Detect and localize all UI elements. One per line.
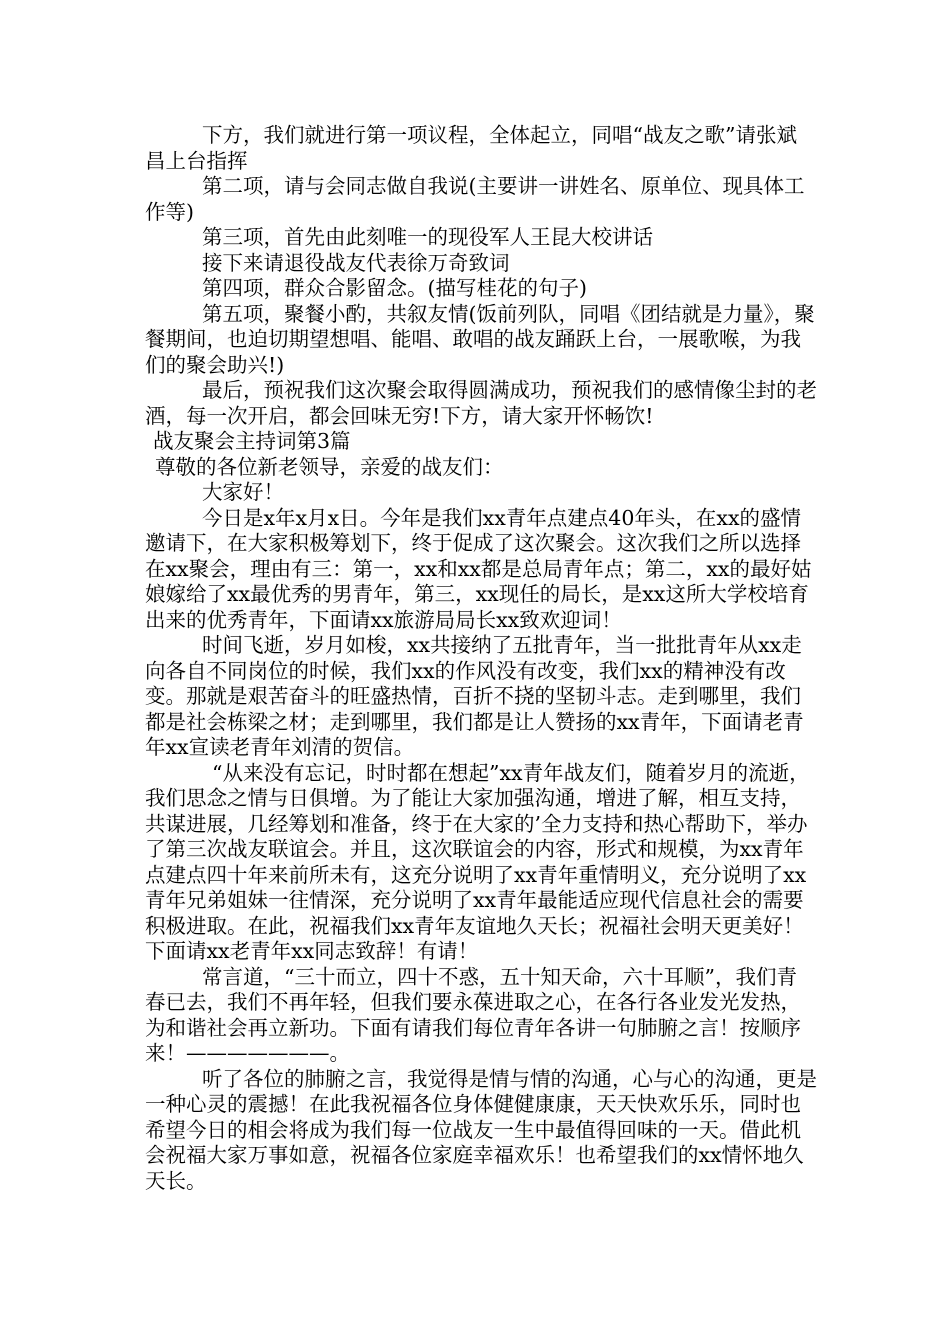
paragraph-veteran-speech: 接下来请退役战友代表徐万奇致词 [202, 250, 510, 275]
paragraph-agenda-item-4: 第四项，群众合影留念。(描写桂花的句子) [202, 276, 587, 300]
paragraph-proverb: 常言道，“三十而立，四十不惑，五十知天命，六十耳顺”，我们青春已去，我们不再年轻，但我们要永葆进取之心，在各行各业发光发热，为和谐社会再立新功。下面有请我们每位青年各讲一句肺腑之言！按顺序来！———————。 [145, 964, 801, 1065]
paragraph-opening-remarks: 今日是x年x月x日。今年是我们xx青年点建点40年头，在xx的盛情邀请下，在大家积极筹划下，终于促成了这次聚会。这次我们之所以选择在xx聚会，理由有三：第一，xx和xx都是总局青年点；第二，xx的最好姑娘嫁给了xx最优秀的男青年，第三，xx现任的局长，是xx这所大学校培育出来的优秀青年，下面请xx旅游局局长xx致欢迎词！ [145, 505, 812, 632]
paragraph-never-forget: “从来没有忘记，时时都在想起”xx青年战友们，随着岁月的流逝，我们思念之情与日俱增。为了能让大家加强沟通，增进了解，相互支持，共谋进展，几经筹划和准备，终于在大家的’全力支持和热心帮助下，举办了第三次战友联谊会。并且，这次联谊会的内容，形式和规模，为xx青年点建点四十年来前所未有，这充分说明了xx青年重情明义，充分说明了xx青年兄弟姐妹一往情深，充分说明了xx青年最能适应现代信息社会的需要积极进取。在此，祝福我们xx青年友谊地久天长；祝福社会明天更美好！下面请xx老青年xx同志致辞！有请！ [145, 760, 810, 963]
paragraph-agenda-item-1: 下方，我们就进行第一项议程，全体起立，同唱“战友之歌”请张斌昌上台指挥 [145, 123, 797, 173]
paragraph-final-blessing: 听了各位的肺腑之言，我觉得是情与情的沟通，心与心的沟通，更是一种心灵的震撼！在此我祝福各位身体健健康康，天天快欢乐乐，同时也希望今日的相会将成为我们每一位战友一生中最值得回味的一天。借此机会祝福大家万事如意，祝福各位家庭幸福欢乐！也希望我们的xx情怀地久天长。 [145, 1066, 817, 1193]
paragraph-agenda-item-5: 第五项，聚餐小酌，共叙友情(饭前列队，同唱《团结就是力量》，聚餐期间，也迫切期望想唱、能唱、敢唱的战友踊跃上台，一展歌喉，为我们的聚会助兴!) [145, 301, 815, 377]
paragraph-agenda-item-3: 第三项，首先由此刻唯一的现役军人王昆大校讲话 [202, 225, 653, 249]
paragraph-time-flies: 时间飞逝，岁月如梭，xx共接纳了五批青年，当一批批青年从xx走向各自不同岗位的时候，我们xx的作风没有改变，我们xx的精神没有改变。那就是艰苦奋斗的旺盛热情，百折不挠的坚韧斗志。走到哪里，我们都是社会栋梁之材；走到哪里，我们都是让人赞扬的xx青年，下面请老青年xx宣读老青年刘清的贺信。 [145, 633, 804, 759]
section-heading: 战友聚会主持词第3篇 [153, 429, 351, 453]
salutation: 尊敬的各位新老领导，亲爱的战友们： [155, 454, 504, 479]
document-body [145, 123, 817, 1194]
paragraph-agenda-item-2: 第二项，请与会同志做自我说(主要讲一讲姓名、原单位、现具体工作等) [145, 174, 805, 224]
paragraph-closing: 最后，预祝我们这次聚会取得圆满成功，预祝我们的感情像尘封的老酒，每一次开启，都会回味无穷!下方，请大家开怀畅饮! [145, 378, 817, 428]
greeting: 大家好！ [202, 480, 284, 504]
